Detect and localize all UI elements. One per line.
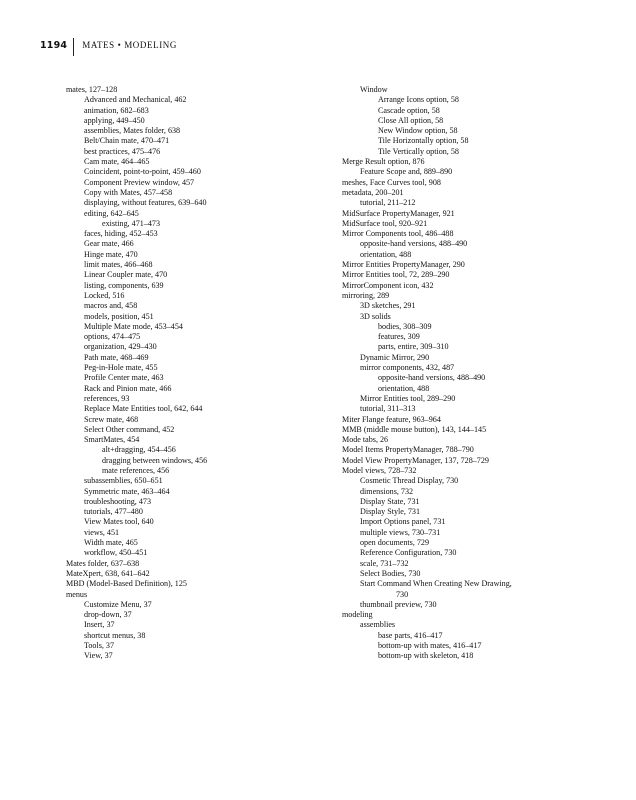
index-subentry: Replace Mate Entities tool, 642, 644 — [84, 404, 203, 414]
index-subentry: parts, entire, 309–310 — [378, 342, 449, 352]
index-entry: Miter Flange feature, 963–964 — [342, 414, 441, 424]
index-subentry: subassemblies, 650–651 — [84, 476, 163, 486]
index-subentry: Multiple Mate mode, 453–454 — [84, 321, 183, 331]
index-subentry: references, 93 — [84, 393, 130, 403]
index-subentry: Tile Horizontally option, 58 — [378, 136, 469, 146]
index-entry: meshes, Face Curves tool, 908 — [342, 177, 441, 187]
index-entry: menus — [66, 589, 88, 599]
index-entry: mates, 127–128 — [66, 85, 118, 94]
index-subentry: drop-down, 37 — [84, 610, 132, 620]
index-subentry: tutorial, 211–212 — [360, 198, 416, 208]
index-entry: Mates folder, 637–638 — [66, 558, 140, 568]
index-subentry: alt+dragging, 454–456 — [102, 445, 176, 455]
index-entry: Mirror Entities PropertyManager, 290 — [342, 260, 465, 270]
index-entry: Mirror Components tool, 486–488 — [342, 229, 454, 239]
index-subentry: opposite-hand versions, 488–490 — [378, 373, 486, 383]
index-subentry: 3D solids — [360, 311, 391, 321]
index-subentry: Display Style, 731 — [360, 507, 421, 517]
index-subentry: Profile Center mate, 463 — [84, 373, 164, 383]
index-subentry: assemblies — [360, 620, 396, 630]
index-subentry: Close All option, 58 — [378, 115, 444, 125]
index-subentry: Hinge mate, 470 — [84, 249, 138, 259]
index-subentry: faces, hiding, 452–453 — [84, 229, 158, 239]
index-subentry: bottom-up with skeleton, 418 — [378, 651, 474, 661]
index-subentry: troubleshooting, 473 — [84, 496, 151, 506]
index-entry: metadata, 200–201 — [342, 187, 404, 197]
index-subentry: thumbnail preview, 730 — [360, 599, 437, 609]
index-column-left — [66, 85, 328, 662]
index-subentry: Rack and Pinion mate, 466 — [84, 383, 172, 393]
index-subentry: Copy with Mates, 457–458 — [84, 187, 173, 197]
index-subentry: Mirror Entities tool, 289–290 — [360, 393, 456, 403]
index-subentry: macros and, 458 — [84, 301, 138, 311]
index-subentry: 730 — [396, 589, 409, 599]
index-subentry: mate references, 456 — [102, 465, 170, 475]
index-subentry: Display State, 731 — [360, 496, 420, 506]
index-subentry: orientation, 488 — [378, 383, 430, 393]
index-subentry: multiple views, 730–731 — [360, 527, 441, 537]
index-subentry: Coincident, point-to-point, 459–460 — [84, 167, 201, 177]
index-subentry: assemblies, Mates folder, 638 — [84, 126, 181, 136]
index-entry: modeling — [342, 610, 373, 620]
index-subentry: dimensions, 732 — [360, 486, 414, 496]
index-subentry: SmartMates, 454 — [84, 435, 140, 445]
index-subentry: Arrange Icons option, 58 — [378, 95, 459, 105]
index-subentry: listing, components, 639 — [84, 280, 164, 290]
index-entry: Model Items PropertyManager, 788–790 — [342, 445, 474, 455]
index-subentry: organization, 429–430 — [84, 342, 157, 352]
index-subentry: Select Other command, 452 — [84, 424, 175, 434]
index-subentry: New Window option, 58 — [378, 126, 458, 136]
index-entry: Model View PropertyManager, 137, 728–729 — [342, 455, 489, 465]
index-subentry: shortcut menus, 38 — [84, 630, 146, 640]
index-subentry: orientation, 488 — [360, 249, 412, 259]
index-entry: MirrorComponent icon, 432 — [342, 280, 434, 290]
index-subentry: Import Options panel, 731 — [360, 517, 446, 527]
page-number: 1194 — [40, 39, 68, 51]
index-subentry: Peg-in-Hole mate, 455 — [84, 363, 158, 373]
index-subentry: limit mates, 466–468 — [84, 260, 153, 270]
index-subentry: Linear Coupler mate, 470 — [84, 270, 168, 280]
index-subentry: Width mate, 465 — [84, 538, 138, 548]
index-subentry: Gear mate, 466 — [84, 239, 134, 249]
index-entry: Merge Result option, 876 — [342, 157, 425, 167]
index-subentry: Start Command When Creating New Drawing, — [360, 579, 512, 589]
index-subentry: Window — [360, 85, 388, 94]
index-entry: mirroring, 289 — [342, 290, 390, 300]
index-subentry: best practices, 475–476 — [84, 146, 161, 156]
index-subentry: Path mate, 468–469 — [84, 352, 149, 362]
index-subentry: base parts, 416–417 — [378, 630, 443, 640]
index-entry: MMB (middle mouse button), 143, 144–145 — [342, 424, 487, 434]
index-subentry: Dynamic Mirror, 290 — [360, 352, 430, 362]
index-subentry: tutorials, 477–480 — [84, 507, 143, 517]
running-head: MATES • MODELING — [82, 40, 177, 50]
index-subentry: View, 37 — [84, 651, 113, 661]
index-subentry: Symmetric mate, 463–464 — [84, 486, 170, 496]
index-subentry: Feature Scope and, 889–890 — [360, 167, 453, 177]
index-subentry: 3D sketches, 291 — [360, 301, 416, 311]
index-subentry: animation, 682–683 — [84, 105, 149, 115]
index-subentry: displaying, without features, 639–640 — [84, 198, 207, 208]
index-subentry: Cascade option, 58 — [378, 105, 440, 115]
index-subentry: views, 451 — [84, 527, 120, 537]
index-entry: MidSurface PropertyManager, 921 — [342, 208, 455, 218]
index-subentry: open documents, 729 — [360, 538, 430, 548]
index-entry: MBD (Model-Based Definition), 125 — [66, 579, 187, 589]
index-entry: Mode tabs, 26 — [342, 435, 389, 445]
index-subentry: Advanced and Mechanical, 462 — [84, 95, 187, 105]
index-subentry: tutorial, 311–313 — [360, 404, 416, 414]
index-subentry: opposite-hand versions, 488–490 — [360, 239, 468, 249]
index-subentry: dragging between windows, 456 — [102, 455, 208, 465]
index-entry: MateXpert, 638, 641–642 — [66, 568, 150, 578]
index-subentry: Insert, 37 — [84, 620, 115, 630]
header-divider — [73, 38, 74, 56]
index-subentry: applying, 449–450 — [84, 115, 145, 125]
index-subentry: Select Bodies, 730 — [360, 568, 421, 578]
index-subentry: View Mates tool, 640 — [84, 517, 154, 527]
index-subentry: workflow, 450–451 — [84, 548, 148, 558]
index-subentry: bottom-up with mates, 416–417 — [378, 641, 482, 651]
index-subentry: Cam mate, 464–465 — [84, 157, 150, 167]
index-column-right — [342, 85, 604, 662]
running-header — [40, 38, 177, 52]
index-subentry: Tile Vertically option, 58 — [378, 146, 459, 156]
index-subentry: Belt/Chain mate, 470–471 — [84, 136, 170, 146]
index-subentry: Tools, 37 — [84, 641, 115, 651]
index-subentry: Reference Configuration, 730 — [360, 548, 457, 558]
index-subentry: Locked, 516 — [84, 290, 125, 300]
index-subentry: models, position, 451 — [84, 311, 154, 321]
index-subentry: bodies, 308–309 — [378, 321, 432, 331]
index-subentry: Component Preview window, 457 — [84, 177, 195, 187]
index-entry: MidSurface tool, 920–921 — [342, 218, 428, 228]
index-subentry: Cosmetic Thread Display, 730 — [360, 476, 459, 486]
index-entry: Model views, 728–732 — [342, 465, 417, 475]
index-subentry: scale, 731–732 — [360, 558, 409, 568]
index-subentry: editing, 642–645 — [84, 208, 139, 218]
index-entry: Mirror Entities tool, 72, 289–290 — [342, 270, 450, 280]
index-subentry: options, 474–475 — [84, 332, 141, 342]
index-subentry: Screw mate, 468 — [84, 414, 139, 424]
index-subentry: existing, 471–473 — [102, 218, 161, 228]
index-subentry: Customize Menu, 37 — [84, 599, 152, 609]
index-subentry: features, 309 — [378, 332, 420, 342]
index-subentry: mirror components, 432, 487 — [360, 363, 455, 373]
